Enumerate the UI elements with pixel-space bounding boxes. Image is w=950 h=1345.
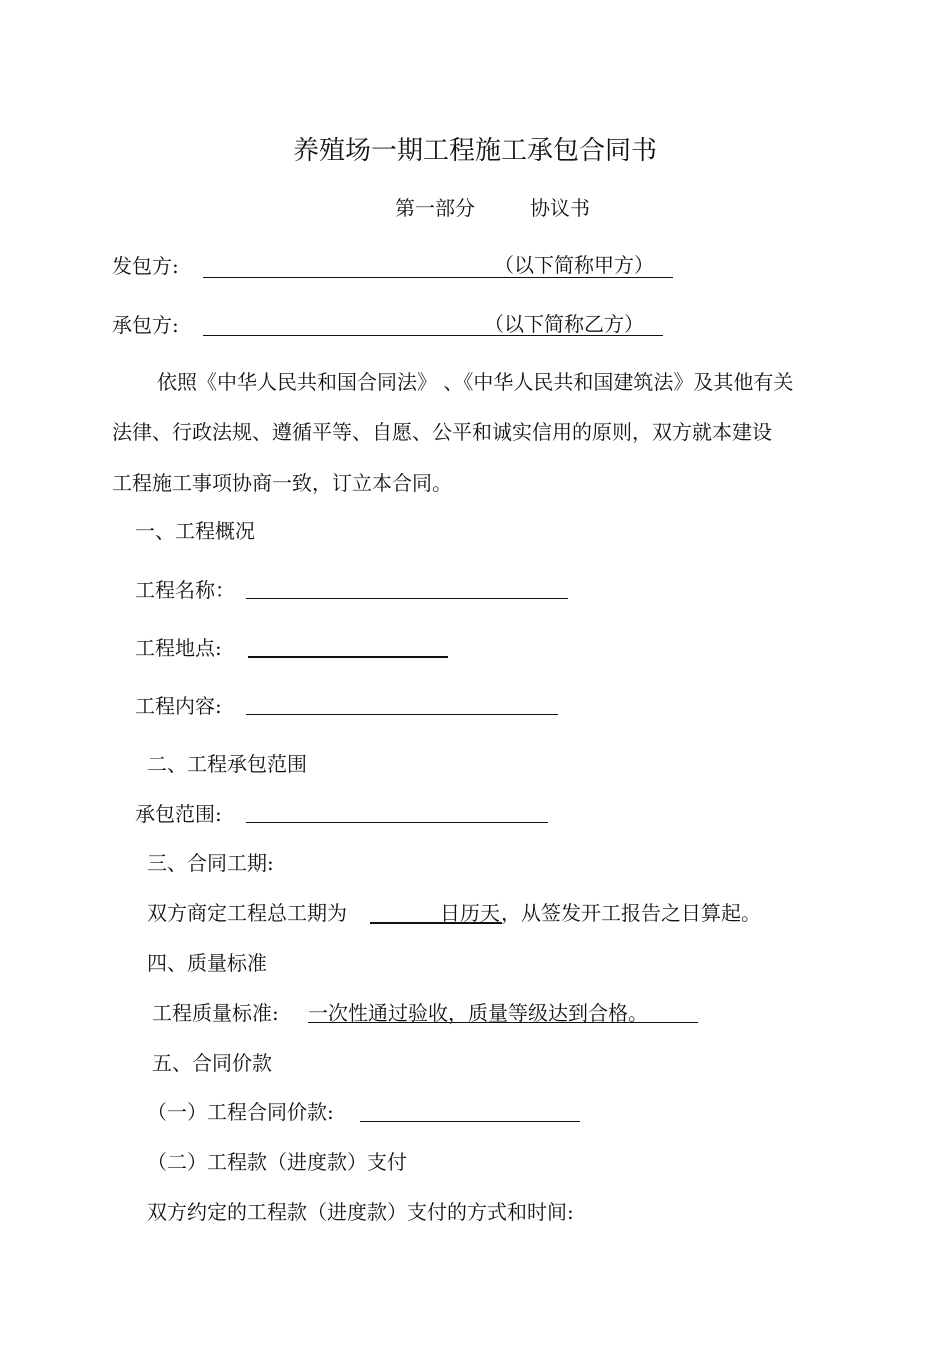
section-2-heading: 二、工程承包范围 bbox=[147, 752, 307, 776]
part-name: 协议书 bbox=[530, 196, 590, 220]
project-name-blank bbox=[246, 598, 568, 599]
party-a-blank bbox=[203, 277, 673, 278]
project-name-label: 工程名称： bbox=[135, 578, 235, 602]
project-content-blank bbox=[246, 714, 558, 715]
document-title: 养殖场一期工程施工承包合同书 bbox=[293, 136, 658, 166]
duration-unit: 日历天 bbox=[440, 901, 500, 925]
party-a-label: 发包方: bbox=[112, 254, 179, 278]
party-a-suffix: （以下简称甲方） bbox=[494, 253, 654, 277]
section-3-heading: 三、合同工期: bbox=[147, 851, 274, 875]
duration-suffix: ，从签发开工报告之日算起。 bbox=[501, 901, 761, 925]
intro-line-3: 工程施工事项协商一致，订立本合同。 bbox=[112, 471, 452, 495]
payment-description: 双方约定的工程款（进度款）支付的方式和时间: bbox=[147, 1200, 574, 1224]
section-4-heading: 四、质量标准 bbox=[147, 951, 267, 975]
intro-line-1: 依照《中华人民共和国合同法》 、《中华人民共和国建筑法》及其他有关 bbox=[157, 370, 794, 394]
project-site-label: 工程地点: bbox=[135, 636, 222, 660]
quality-value: 一次性通过验收，质量等级达到合格。 bbox=[308, 1001, 648, 1025]
quality-label: 工程质量标准: bbox=[152, 1001, 279, 1025]
project-site-blank bbox=[248, 656, 448, 658]
price-blank bbox=[360, 1121, 580, 1122]
intro-line-2: 法律、行政法规、遵循平等、自愿、公平和诚实信用的原则，双方就本建设 bbox=[112, 420, 772, 444]
party-b-label: 承包方: bbox=[112, 313, 179, 337]
duration-prefix: 双方商定工程总工期为 bbox=[147, 901, 347, 925]
party-b-suffix: （以下简称乙方） bbox=[484, 312, 644, 336]
part-label: 第一部分 bbox=[395, 196, 475, 220]
section-1-heading: 一、工程概况 bbox=[135, 519, 255, 543]
section-5-heading: 五、合同价款 bbox=[152, 1051, 272, 1075]
price-label: （一）工程合同价款: bbox=[147, 1100, 334, 1124]
scope-label: 承包范围: bbox=[135, 802, 222, 826]
scope-blank bbox=[246, 822, 548, 823]
payment-label: （二）工程款（进度款）支付 bbox=[147, 1150, 407, 1174]
project-content-label: 工程内容: bbox=[135, 694, 222, 718]
